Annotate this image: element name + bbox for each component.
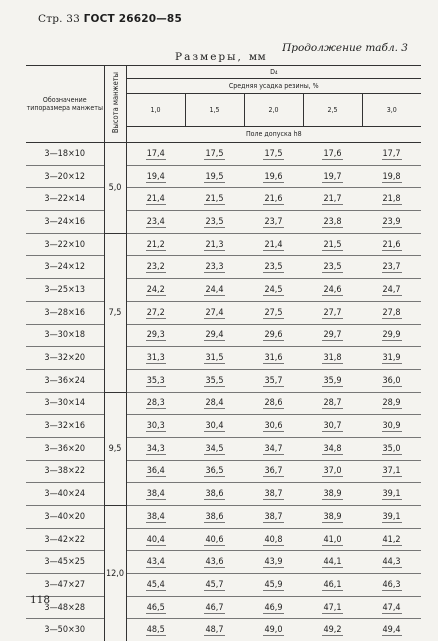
- d4-value: 35,0: [382, 444, 402, 455]
- d4-value: 31,5: [204, 353, 224, 364]
- d4-value: 17,5: [263, 149, 283, 160]
- d4-value: 21,8: [382, 194, 402, 205]
- d4-value-cell: [362, 301, 421, 324]
- d4-value-cell: [362, 415, 421, 438]
- designation-cell: 3—28×16: [26, 301, 104, 324]
- d4-value-cell: [185, 165, 244, 188]
- dimensions-table: [26, 65, 421, 641]
- d4-value-cell: [244, 574, 303, 597]
- d4-value-cell: [244, 460, 303, 483]
- d4-value-cell: [126, 301, 185, 324]
- d4-value: 27,4: [204, 308, 224, 319]
- designation-cell: 3—32×20: [26, 347, 104, 370]
- d4-value-cell: [185, 619, 244, 641]
- d4-value-cell: [126, 347, 185, 370]
- d4-value-cell: [362, 506, 421, 529]
- d4-value: 45,9: [263, 580, 283, 591]
- d4-value-cell: [244, 233, 303, 256]
- d4-value-cell: [126, 211, 185, 234]
- d4-value: 36,0: [382, 376, 402, 387]
- d4-value: 34,3: [146, 444, 166, 455]
- d4-value: 48,5: [146, 625, 166, 636]
- d4-value-cell: [362, 188, 421, 211]
- d4-value: 38,4: [146, 512, 166, 523]
- d4-value-cell: [362, 574, 421, 597]
- d4-value-cell: [244, 506, 303, 529]
- d4-value-cell: [185, 437, 244, 460]
- designation-cell: 3—36×24: [26, 369, 104, 392]
- d4-value: 45,7: [204, 580, 224, 591]
- d4-value-cell: [362, 369, 421, 392]
- d4-value: 27,5: [263, 308, 283, 319]
- d4-value: 35,3: [146, 376, 166, 387]
- d4-value: 39,1: [382, 489, 402, 500]
- d4-value: 21,6: [382, 240, 402, 251]
- table-row: [26, 483, 421, 506]
- table-title-text: Размеры,: [175, 51, 243, 63]
- d4-value: 21,5: [322, 240, 342, 251]
- d4-value-cell: [185, 415, 244, 438]
- d4-value-cell: [244, 392, 303, 415]
- d4-value: 44,3: [382, 557, 402, 568]
- d4-value: 28,4: [204, 398, 224, 409]
- d4-value: 23,3: [204, 262, 224, 273]
- d4-value: 30,4: [204, 421, 224, 432]
- d4-value-cell: [126, 574, 185, 597]
- d4-value-cell: [303, 143, 362, 166]
- d4-value-cell: [126, 528, 185, 551]
- designation-cell: 3—48×28: [26, 596, 104, 619]
- d4-value-cell: [303, 437, 362, 460]
- d4-value-cell: [244, 324, 303, 347]
- d4-value-cell: [185, 256, 244, 279]
- d4-value: 17,5: [204, 149, 224, 160]
- d4-value: 38,9: [322, 512, 342, 523]
- d4-value-cell: [126, 506, 185, 529]
- d4-value-cell: [126, 619, 185, 641]
- table-row: [26, 415, 421, 438]
- designation-cell: 3—24×12: [26, 256, 104, 279]
- d4-value: 48,7: [204, 625, 224, 636]
- table-row: [26, 211, 421, 234]
- table-row: [26, 143, 421, 166]
- d4-value-cell: [362, 324, 421, 347]
- d4-value: 21,4: [146, 194, 166, 205]
- table-row: [26, 619, 421, 641]
- designation-cell: 3—36×20: [26, 437, 104, 460]
- d4-value-cell: [126, 279, 185, 302]
- d4-value: 23,5: [322, 262, 342, 273]
- d4-value-cell: [303, 188, 362, 211]
- d4-value: 38,9: [322, 489, 342, 500]
- d4-value-cell: [303, 347, 362, 370]
- d4-value-cell: [244, 211, 303, 234]
- d4-value: 46,7: [204, 603, 224, 614]
- d4-value-cell: [126, 437, 185, 460]
- designation-cell: 3—47×27: [26, 574, 104, 597]
- d4-value-cell: [303, 369, 362, 392]
- designation-cell: 3—38×22: [26, 460, 104, 483]
- table-row: [26, 301, 421, 324]
- d4-value-cell: [303, 528, 362, 551]
- designation-cell: 3—25×13: [26, 279, 104, 302]
- page-number: 118: [30, 594, 50, 606]
- d4-value: 39,1: [382, 512, 402, 523]
- d4-value: 34,5: [204, 444, 224, 455]
- d4-value: 17,7: [382, 149, 402, 160]
- designation-cell: 3—24×16: [26, 211, 104, 234]
- d4-value: 27,2: [146, 308, 166, 319]
- d4-value: 47,1: [322, 603, 342, 614]
- d4-value: 38,6: [204, 489, 224, 500]
- d4-value: 29,4: [204, 330, 224, 341]
- d4-value: 31,8: [322, 353, 342, 364]
- d4-value-cell: [126, 143, 185, 166]
- d4-value: 46,9: [263, 603, 283, 614]
- table-row: [26, 596, 421, 619]
- table-row: [26, 347, 421, 370]
- d4-value: 40,6: [204, 535, 224, 546]
- d4-value: 29,6: [263, 330, 283, 341]
- d4-value: 19,7: [322, 172, 342, 183]
- shrinkage-value-header: 2,0: [244, 94, 303, 127]
- d4-value: 40,4: [146, 535, 166, 546]
- d4-value-cell: [126, 551, 185, 574]
- d4-value: 35,9: [322, 376, 342, 387]
- designation-cell: 3—40×24: [26, 483, 104, 506]
- designation-cell: 3—20×12: [26, 165, 104, 188]
- d4-value-cell: [185, 233, 244, 256]
- d4-value-cell: [362, 279, 421, 302]
- d4-value: 37,0: [322, 466, 342, 477]
- d4-value-cell: [362, 211, 421, 234]
- d4-value: 36,5: [204, 466, 224, 477]
- d4-value-cell: [244, 415, 303, 438]
- d4-value-cell: [185, 301, 244, 324]
- d4-value: 28,6: [263, 398, 283, 409]
- d4-value-cell: [362, 143, 421, 166]
- table-row: [26, 506, 421, 529]
- d4-value: 43,4: [146, 557, 166, 568]
- designation-cell: 3—50×30: [26, 619, 104, 641]
- d4-value-cell: [362, 619, 421, 641]
- d4-value-cell: [185, 460, 244, 483]
- table-row: [26, 188, 421, 211]
- d4-value: 21,7: [322, 194, 342, 205]
- table-title: [175, 51, 266, 63]
- table-row: [26, 574, 421, 597]
- d4-value: 49,2: [322, 625, 342, 636]
- d4-value: 24,7: [382, 285, 402, 296]
- d4-value-cell: [303, 165, 362, 188]
- d4-value-cell: [126, 596, 185, 619]
- d4-value-cell: [185, 188, 244, 211]
- table-row: [26, 324, 421, 347]
- column-header-designation: Обозначение типоразмера манжеты: [26, 66, 104, 143]
- d4-value: 19,8: [382, 172, 402, 183]
- d4-value: 30,9: [382, 421, 402, 432]
- d4-value: 43,9: [263, 557, 283, 568]
- d4-value-cell: [303, 551, 362, 574]
- d4-value-cell: [303, 301, 362, 324]
- d4-value: 21,3: [204, 240, 224, 251]
- d4-value: 34,8: [322, 444, 342, 455]
- d4-value: 24,5: [263, 285, 283, 296]
- d4-value-cell: [303, 574, 362, 597]
- d4-value: 30,7: [322, 421, 342, 432]
- d4-value-cell: [303, 211, 362, 234]
- d4-value-cell: [244, 188, 303, 211]
- height-cell: 9,5: [104, 392, 126, 505]
- d4-value: 38,7: [263, 489, 283, 500]
- d4-value-cell: [244, 596, 303, 619]
- d4-value: 34,7: [263, 444, 283, 455]
- d4-value: 24,6: [322, 285, 342, 296]
- table-row: [26, 279, 421, 302]
- d4-value: 29,9: [382, 330, 402, 341]
- d4-value: 43,6: [204, 557, 224, 568]
- d4-value: 19,5: [204, 172, 224, 183]
- designation-cell: 3—40×20: [26, 506, 104, 529]
- d4-value: 40,8: [263, 535, 283, 546]
- designation-cell: 3—42×22: [26, 528, 104, 551]
- d4-value-cell: [244, 437, 303, 460]
- d4-value: 23,8: [322, 217, 342, 228]
- d4-value-cell: [126, 483, 185, 506]
- d4-value: 23,7: [382, 262, 402, 273]
- shrinkage-value-header: 2,5: [303, 94, 362, 127]
- table-row: [26, 551, 421, 574]
- d4-value-cell: [362, 551, 421, 574]
- d4-value-cell: [244, 143, 303, 166]
- d4-value-cell: [362, 437, 421, 460]
- column-header-height-text: Высота манжеты: [111, 72, 120, 133]
- d4-value-cell: [126, 392, 185, 415]
- d4-value-cell: [303, 279, 362, 302]
- d4-value: 35,7: [263, 376, 283, 387]
- d4-value-cell: [362, 483, 421, 506]
- d4-value: 29,7: [322, 330, 342, 341]
- d4-value: 38,7: [263, 512, 283, 523]
- designation-cell: 3—30×14: [26, 392, 104, 415]
- d4-value: 44,1: [322, 557, 342, 568]
- d4-value-cell: [303, 596, 362, 619]
- d4-value-cell: [303, 256, 362, 279]
- d4-value: 31,3: [146, 353, 166, 364]
- d4-value-cell: [362, 165, 421, 188]
- d4-value: 47,4: [382, 603, 402, 614]
- d4-value: 19,6: [263, 172, 283, 183]
- d4-value: 24,4: [204, 285, 224, 296]
- d4-value: 49,0: [263, 625, 283, 636]
- designation-cell: 3—30×18: [26, 324, 104, 347]
- d4-value: 38,4: [146, 489, 166, 500]
- d4-value-cell: [126, 233, 185, 256]
- d4-value-cell: [244, 483, 303, 506]
- d4-value: 28,9: [382, 398, 402, 409]
- d4-value-cell: [244, 551, 303, 574]
- column-header-d4: D₄: [126, 66, 421, 79]
- table-row: [26, 165, 421, 188]
- d4-value: 23,4: [146, 217, 166, 228]
- height-cell: 12,0: [104, 506, 126, 641]
- d4-value-cell: [362, 596, 421, 619]
- height-cell: 5,0: [104, 143, 126, 234]
- d4-value: 37,1: [382, 466, 402, 477]
- d4-value: 29,3: [146, 330, 166, 341]
- d4-value: 38,6: [204, 512, 224, 523]
- table-row: [26, 256, 421, 279]
- d4-value: 21,5: [204, 194, 224, 205]
- d4-value: 31,9: [382, 353, 402, 364]
- d4-value: 35,5: [204, 376, 224, 387]
- d4-value-cell: [185, 574, 244, 597]
- d4-value: 17,6: [322, 149, 342, 160]
- d4-value-cell: [185, 324, 244, 347]
- d4-value-cell: [126, 415, 185, 438]
- d4-value: 23,9: [382, 217, 402, 228]
- d4-value: 21,2: [146, 240, 166, 251]
- d4-value: 28,3: [146, 398, 166, 409]
- d4-value: 27,7: [322, 308, 342, 319]
- d4-value: 17,4: [146, 149, 166, 160]
- page-header-left: [38, 13, 182, 25]
- designation-cell: 3—22×14: [26, 188, 104, 211]
- d4-value-cell: [362, 528, 421, 551]
- d4-value-cell: [126, 165, 185, 188]
- d4-value-cell: [303, 324, 362, 347]
- d4-value: 23,2: [146, 262, 166, 273]
- d4-value: 30,3: [146, 421, 166, 432]
- d4-value: 49,4: [382, 625, 402, 636]
- d4-value-cell: [244, 347, 303, 370]
- d4-value-cell: [126, 324, 185, 347]
- shrinkage-value-header: 1,0: [126, 94, 185, 127]
- d4-value-cell: [303, 460, 362, 483]
- d4-value-cell: [244, 619, 303, 641]
- table-row: [26, 233, 421, 256]
- d4-value: 41,2: [382, 535, 402, 546]
- d4-value: 23,5: [204, 217, 224, 228]
- d4-value-cell: [303, 483, 362, 506]
- d4-value-cell: [185, 369, 244, 392]
- designation-cell: 3—18×10: [26, 143, 104, 166]
- d4-value-cell: [244, 165, 303, 188]
- d4-value-cell: [185, 392, 244, 415]
- d4-value-cell: [303, 415, 362, 438]
- d4-value-cell: [244, 369, 303, 392]
- d4-value-cell: [303, 233, 362, 256]
- d4-value-cell: [362, 392, 421, 415]
- d4-value-cell: [362, 256, 421, 279]
- d4-value-cell: [303, 392, 362, 415]
- d4-value-cell: [244, 301, 303, 324]
- shrinkage-value-header: 1,5: [185, 94, 244, 127]
- shrinkage-value-header: 3,0: [362, 94, 421, 127]
- d4-value-cell: [126, 188, 185, 211]
- d4-value: 23,7: [263, 217, 283, 228]
- d4-value-cell: [185, 596, 244, 619]
- d4-value: 21,6: [263, 194, 283, 205]
- d4-value-cell: [126, 369, 185, 392]
- d4-value-cell: [185, 528, 244, 551]
- d4-value-cell: [362, 233, 421, 256]
- d4-value: 46,5: [146, 603, 166, 614]
- designation-cell: 3—32×16: [26, 415, 104, 438]
- table-row: [26, 460, 421, 483]
- d4-value-cell: [185, 143, 244, 166]
- d4-value: 45,4: [146, 580, 166, 591]
- d4-value: 24,2: [146, 285, 166, 296]
- designation-cell: 3—45×25: [26, 551, 104, 574]
- d4-value-cell: [362, 460, 421, 483]
- d4-value: 28,7: [322, 398, 342, 409]
- standard-code: ГОСТ 26620—85: [84, 13, 182, 25]
- d4-value-cell: [185, 211, 244, 234]
- d4-value-cell: [185, 279, 244, 302]
- d4-value: 36,4: [146, 466, 166, 477]
- table-row: [26, 528, 421, 551]
- designation-cell: 3—22×10: [26, 233, 104, 256]
- d4-value: 36,7: [263, 466, 283, 477]
- height-cell: 7,5: [104, 233, 126, 392]
- d4-value-cell: [303, 619, 362, 641]
- table-continuation-label: Продолжение табл. 3: [282, 42, 408, 54]
- d4-value: 19,4: [146, 172, 166, 183]
- column-header-tolerance: Поле допуска h8: [126, 127, 421, 143]
- d4-value: 27,8: [382, 308, 402, 319]
- d4-value-cell: [185, 483, 244, 506]
- table-row: [26, 369, 421, 392]
- d4-value-cell: [185, 506, 244, 529]
- d4-value-cell: [126, 460, 185, 483]
- d4-value-cell: [185, 347, 244, 370]
- table-row: [26, 437, 421, 460]
- d4-value-cell: [362, 347, 421, 370]
- d4-value: 31,6: [263, 353, 283, 364]
- d4-value-cell: [303, 506, 362, 529]
- table-row: [26, 392, 421, 415]
- d4-value: 46,1: [322, 580, 342, 591]
- table-title-unit: мм: [249, 51, 266, 63]
- d4-value: 41,0: [322, 535, 342, 546]
- d4-value-cell: [244, 256, 303, 279]
- column-header-shrinkage: Средняя усадка резины, %: [126, 79, 421, 94]
- page-label: Стр. 33: [38, 13, 80, 25]
- d4-value: 30,6: [263, 421, 283, 432]
- column-header-height: [104, 66, 126, 143]
- d4-value-cell: [244, 528, 303, 551]
- d4-value-cell: [185, 551, 244, 574]
- d4-value: 21,4: [263, 240, 283, 251]
- d4-value: 46,3: [382, 580, 402, 591]
- d4-value-cell: [126, 256, 185, 279]
- d4-value-cell: [244, 279, 303, 302]
- d4-value: 23,5: [263, 262, 283, 273]
